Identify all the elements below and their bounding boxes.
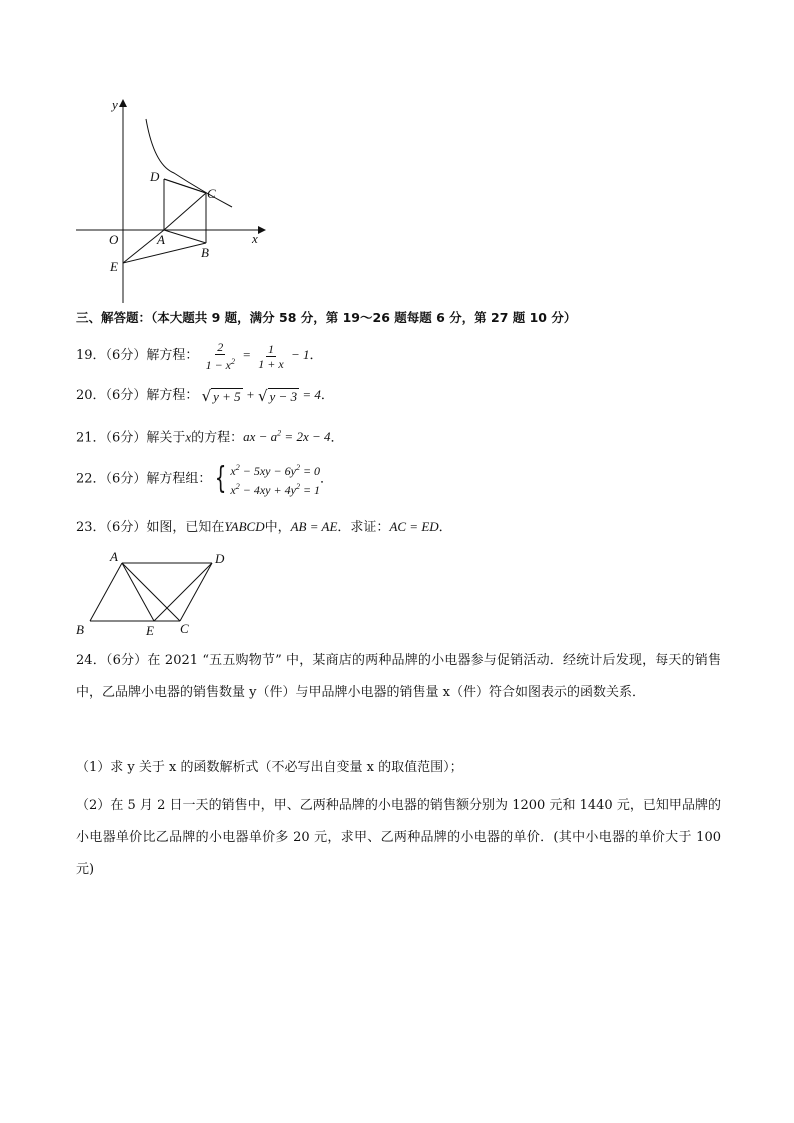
question-21: 21．（6分）解关于x的方程：ax − $a^2 = 2x - 4$． [76, 429, 344, 446]
label-B: B [201, 245, 209, 260]
question-22: 22．（6分）解方程组： { $x^2 - 5xy - 6y^2 = 0$ $x^2 - 4xy + 4y^2 = 1$ ． [76, 461, 334, 497]
label-C: C [207, 186, 216, 201]
hyperbola-curve [146, 119, 232, 207]
label-x: x [252, 231, 258, 246]
label-B: B [76, 622, 84, 637]
label-D: D [150, 169, 160, 184]
question-19: 19．（6分）解方程： $\frac{2}{1 - x^2}$ = $\frac{1}{1 + x}$ − 1． [76, 340, 323, 372]
question-20: 20．（6分）解方程： √ y + 5 + √ y − 3 = 4． [76, 386, 334, 405]
question-23: 23．（6分）如图，已知在YABCD中，AB = AE．求证：AC = ED． [76, 519, 452, 535]
y-axis-arrow [119, 99, 127, 107]
label-E: E [146, 623, 154, 638]
label-O: O [109, 232, 119, 247]
label-E: E [110, 259, 118, 274]
parallelogram-figure [70, 545, 240, 640]
x-axis-arrow [258, 226, 266, 234]
question-24: 24．（6分）在 2021 “五五购物节” 中，某商店的两种品牌的小电器参与促销活动．经统计后发现，每天的销售中，乙品牌小电器的销售数量 y（件）与甲品牌小电器的销售量 x（件）符合如图表示的函数关系． [76, 653, 721, 700]
label-A: A [110, 549, 118, 564]
label-A: A [157, 232, 165, 247]
label-y: y [112, 97, 118, 112]
label-D: D [215, 551, 225, 566]
section-heading: 三、解答题：（本大题共 9 题，满分 58 分，第 19～26 题每题 6 分，第 27 题 10 分） [76, 310, 577, 325]
question-24-part2: （2）在 5 月 2 日一天的销售中，甲、乙两种品牌的小电器的销售额分别为 1200 元和 1440 元，已知甲品牌的小电器单价比乙品牌的小电器单价多 20 元，求甲、乙两种品牌的小电器的单价．(其中小电器的单价大于 100 元) [76, 798, 721, 877]
question-24-part1: （1）求 y 关于 x 的函数解析式（不必写出自变量 x 的取值范围）； [76, 760, 463, 775]
label-C: C [180, 621, 189, 636]
coordinate-figure [70, 95, 270, 305]
